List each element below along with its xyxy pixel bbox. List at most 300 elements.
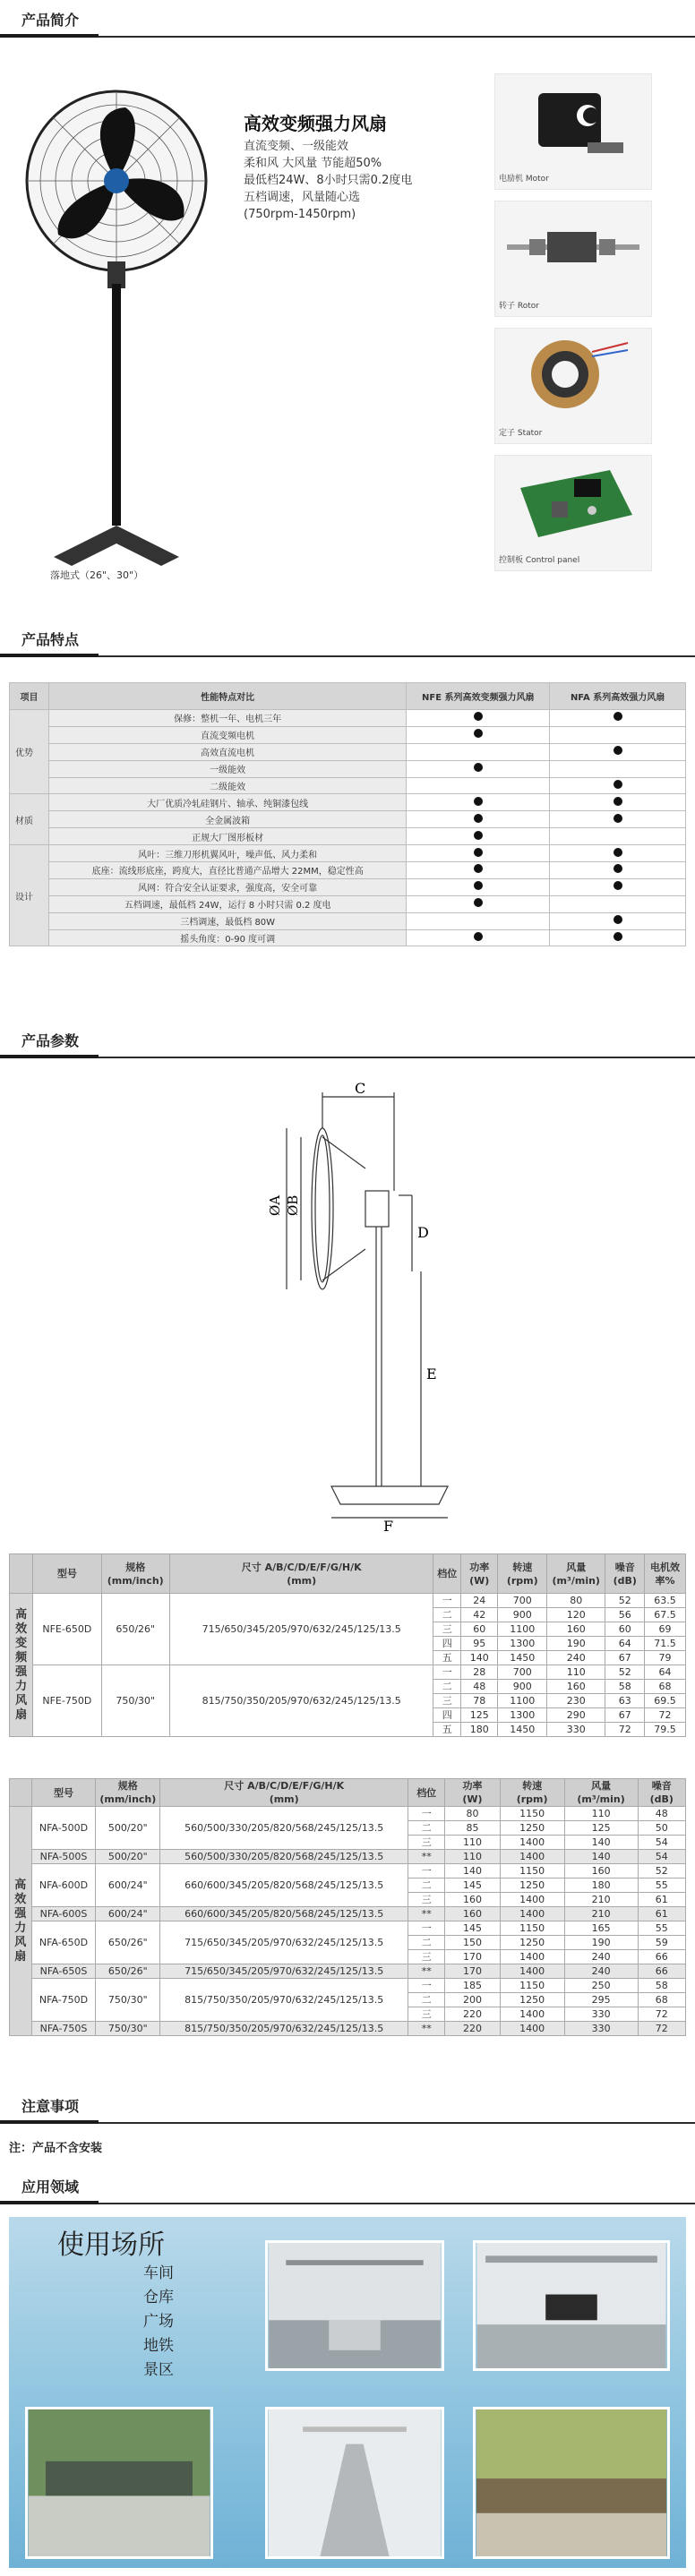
feature-row [10, 862, 686, 879]
speed-cell: 1400 [500, 2022, 564, 2036]
gear-cell: 五 [433, 1723, 461, 1737]
airflow-cell: 160 [564, 1864, 638, 1879]
feature-nfe-cell [407, 862, 550, 879]
speed-cell: 1450 [498, 1723, 547, 1737]
place-item: 景区 [143, 2361, 174, 2379]
noise-cell: 55 [638, 1921, 685, 1936]
nfe-body [10, 1594, 686, 1737]
feature-nfa-cell [550, 743, 686, 760]
efficiency-cell: 67.5 [645, 1608, 686, 1622]
airflow-cell: 140 [564, 1836, 638, 1850]
check-dot-icon [613, 746, 622, 755]
model-cell: NFA-650D [31, 1921, 96, 1964]
gear-cell: 二 [408, 1879, 445, 1893]
airflow-cell: 180 [564, 1879, 638, 1893]
airflow-cell: 110 [547, 1665, 605, 1680]
col-header [169, 1554, 433, 1594]
feature-row [10, 895, 686, 912]
feature-nfe-cell [407, 726, 550, 743]
gear-cell: 三 [408, 1950, 445, 1964]
table-group-label: 高 效 变 频 强 力 风 扇 [10, 1594, 33, 1737]
nfe-spec-table [9, 1553, 686, 1737]
feature-nfe-cell [407, 794, 550, 811]
speed-cell: 1400 [500, 1850, 564, 1864]
speed-cell: 1450 [498, 1651, 547, 1665]
section-header-intro [0, 0, 695, 38]
spec-cell: 650/26" [101, 1594, 169, 1665]
check-dot-icon [474, 763, 483, 772]
speed-cell: 1300 [498, 1637, 547, 1651]
noise-cell: 72 [638, 2022, 685, 2036]
airflow-cell: 125 [564, 1821, 638, 1836]
power-cell: 85 [445, 1821, 501, 1836]
col-header [10, 1554, 33, 1594]
efficiency-cell: 79 [645, 1651, 686, 1665]
col-header-unit: (rpm) [506, 1574, 538, 1587]
model-cell: NFA-500D [31, 1807, 96, 1850]
feature-text: 保修：整机一年、电机三年 [48, 710, 406, 727]
assembly-line-photo [473, 2240, 670, 2371]
square-photo [25, 2407, 213, 2559]
feature-text: 高效直流电机 [48, 743, 406, 760]
gear-cell: 二 [433, 1608, 461, 1622]
feature-nfe-cell [407, 878, 550, 895]
col-header-text: 功率 [469, 1561, 490, 1573]
check-dot-icon [474, 729, 483, 738]
airflow-cell: 290 [547, 1708, 605, 1723]
feature-nfe-cell [407, 777, 550, 794]
speed-cell: 700 [498, 1665, 547, 1680]
spec-cell: 750/30" [96, 1979, 160, 2022]
col-header-unit: (mm) [269, 1793, 299, 1805]
col-header-text: 转速 [522, 1780, 543, 1792]
airflow-cell: 80 [547, 1594, 605, 1608]
feature-row [10, 760, 686, 777]
nfa-spec-table [9, 1778, 686, 2036]
section-title: 应用领域 [21, 2178, 80, 2195]
speed-cell: 1400 [500, 1893, 564, 1907]
dims-cell: 715/650/345/205/970/632/245/125/13.5 [169, 1594, 433, 1665]
feature-row [10, 794, 686, 811]
spec-row [10, 2022, 686, 2036]
gear-cell: 三 [408, 1893, 445, 1907]
product-title: 高效变频强力风扇 [244, 113, 387, 134]
gear-cell: 二 [408, 1993, 445, 2007]
gear-cell: ** [408, 1850, 445, 1864]
power-cell: 200 [445, 1993, 501, 2007]
col-header-unit: (dB) [613, 1574, 637, 1587]
col-header [564, 1779, 638, 1807]
spec-cell: 500/20" [96, 1850, 160, 1864]
spec-row [10, 1979, 686, 1993]
power-cell: 95 [461, 1637, 498, 1651]
fan-caption: 落地式（26"、30"） [50, 569, 144, 581]
col-header [547, 1554, 605, 1594]
col-header-text: 尺寸 A/B/C/D/E/F/G/H/K [224, 1780, 345, 1792]
noise-cell: 64 [605, 1637, 645, 1651]
feature-nfa-cell [550, 760, 686, 777]
airflow-cell: 190 [547, 1637, 605, 1651]
noise-cell: 60 [605, 1622, 645, 1637]
feature-nfe-cell [407, 929, 550, 946]
noise-cell: 68 [638, 1993, 685, 2007]
power-cell: 28 [461, 1665, 498, 1680]
section-title: 产品参数 [21, 1032, 80, 1049]
spec-cell: 750/30" [101, 1665, 169, 1737]
part-caption: 定子 Stator [499, 429, 543, 438]
gear-cell: 三 [433, 1622, 461, 1637]
airflow-cell: 140 [564, 1850, 638, 1864]
feature-text: 一级能效 [48, 760, 406, 777]
check-dot-icon [474, 898, 483, 907]
power-cell: 80 [445, 1807, 501, 1821]
col-header-text: 风量 [591, 1780, 612, 1792]
speed-cell: 1300 [498, 1708, 547, 1723]
feature-nfa-cell [550, 726, 686, 743]
feature-row [10, 912, 686, 929]
airflow-cell: 210 [564, 1907, 638, 1921]
product-highlights [244, 138, 412, 223]
check-dot-icon [474, 881, 483, 890]
col-header [461, 1554, 498, 1594]
airflow-cell: 250 [564, 1979, 638, 1993]
place-item: 地铁 [143, 2337, 174, 2355]
airflow-cell: 330 [564, 2007, 638, 2022]
efficiency-cell: 79.5 [645, 1723, 686, 1737]
highlight-line: 最低档24W、8小时只需0.2度电 [244, 174, 413, 187]
check-dot-icon [613, 864, 622, 873]
feature-text: 二级能效 [48, 777, 406, 794]
feature-nfa-cell [550, 828, 686, 845]
feature-nfa-cell [550, 878, 686, 895]
feature-text: 风叶：三维刀形机翼风叶，噪声低、风力柔和 [48, 845, 406, 862]
noise-cell: 54 [638, 1850, 685, 1864]
feature-nfa-cell [550, 862, 686, 879]
col-header: 型号 [31, 1779, 96, 1807]
spec-cell: 600/24" [96, 1864, 160, 1907]
spec-row [10, 1964, 686, 1979]
noise-cell: 56 [605, 1608, 645, 1622]
highlight-line: 柔和风 大风量 节能超50% [244, 157, 382, 170]
airflow-cell: 110 [564, 1807, 638, 1821]
feature-nfa-cell [550, 895, 686, 912]
section-title: 产品特点 [21, 631, 80, 648]
place-item: 广场 [143, 2313, 174, 2331]
gear-cell: 一 [408, 1921, 445, 1936]
speed-cell: 1250 [500, 1993, 564, 2007]
airflow-cell: 240 [564, 1950, 638, 1964]
feature-row [10, 845, 686, 862]
col-header-unit: (dB) [649, 1793, 674, 1805]
features-section [0, 620, 695, 1014]
power-cell: 160 [445, 1893, 501, 1907]
part-stator [494, 328, 652, 444]
model-cell: NFA-600D [31, 1864, 96, 1907]
workshop-photo [265, 2240, 444, 2371]
section-header-application [0, 2167, 695, 2204]
place-item: 车间 [143, 2264, 174, 2282]
col-header: 电机效率% [645, 1554, 686, 1594]
table-group-label: 高 效 强 力 风 扇 [10, 1807, 32, 2036]
speed-cell: 1400 [500, 1950, 564, 1964]
feature-nfa-cell [550, 929, 686, 946]
feature-nfa-cell [550, 710, 686, 727]
efficiency-cell: 69 [645, 1622, 686, 1637]
gear-cell: 一 [408, 1979, 445, 1993]
feature-nfa-cell [550, 845, 686, 862]
application-places [143, 2262, 174, 2383]
feature-nfe-cell [407, 710, 550, 727]
power-cell: 170 [445, 1950, 501, 1964]
check-dot-icon [613, 712, 622, 721]
feature-row [10, 878, 686, 895]
col-header-text: 尺寸 A/B/C/D/E/F/G/H/K [241, 1561, 362, 1573]
power-cell: 125 [461, 1708, 498, 1723]
efficiency-cell: 64 [645, 1665, 686, 1680]
gear-cell: 三 [408, 2007, 445, 2022]
section-divider [0, 2203, 695, 2204]
highlight-line: (750rpm-1450rpm) [244, 208, 356, 221]
power-cell: 24 [461, 1594, 498, 1608]
section-title: 产品简介 [21, 12, 80, 29]
airflow-cell: 330 [547, 1723, 605, 1737]
product-intro [0, 38, 695, 611]
noise-cell: 66 [638, 1950, 685, 1964]
col-header-text: 规格 [125, 1561, 146, 1573]
speed-cell: 1400 [500, 1964, 564, 1979]
noise-cell: 52 [605, 1665, 645, 1680]
features-body [10, 710, 686, 946]
part-caption: 控制板 Control panel [499, 556, 580, 565]
application-section [0, 2167, 695, 2576]
check-dot-icon [613, 848, 622, 857]
dim-label: F [383, 1518, 394, 1535]
power-cell: 150 [445, 1936, 501, 1950]
col-header-unit: (W) [469, 1574, 490, 1587]
spec-cell: 650/26" [96, 1964, 160, 1979]
gear-cell: 二 [433, 1680, 461, 1694]
dims-cell: 660/600/345/205/820/568/245/125/13.5 [160, 1864, 408, 1907]
model-cell: NFA-750S [31, 2022, 96, 2036]
airflow-cell: 230 [547, 1694, 605, 1708]
gear-cell: ** [408, 1964, 445, 1979]
dims-cell: 715/650/345/205/970/632/245/125/13.5 [160, 1964, 408, 1979]
params-section [0, 1021, 695, 1535]
gear-cell: 一 [408, 1864, 445, 1879]
check-dot-icon [474, 848, 483, 857]
col-header-unit: (rpm) [516, 1793, 548, 1805]
spec-row [10, 1850, 686, 1864]
col-header: 项目 [10, 683, 49, 710]
check-dot-icon [613, 797, 622, 806]
section-header-params [0, 1021, 695, 1058]
part-caption: 电励机 Motor [499, 175, 549, 184]
spec-row [10, 1594, 686, 1608]
col-header-unit: (mm/inch) [107, 1574, 164, 1587]
model-cell: NFA-750D [31, 1979, 96, 2022]
col-header [10, 1779, 32, 1807]
col-header: 性能特点对比 [48, 683, 406, 710]
col-header [605, 1554, 645, 1594]
check-dot-icon [474, 831, 483, 840]
feature-group: 材质 [10, 794, 49, 845]
dimension-diagram [267, 1080, 502, 1535]
feature-group: 设计 [10, 845, 49, 946]
speed-cell: 1400 [500, 1836, 564, 1850]
features-table [9, 682, 686, 946]
gear-cell: 一 [433, 1594, 461, 1608]
section-title: 注意事项 [21, 2098, 80, 2115]
spec-row [10, 1864, 686, 1879]
part-control-panel [494, 455, 652, 571]
speed-cell: 1150 [500, 1921, 564, 1936]
feature-nfa-cell [550, 794, 686, 811]
airflow-cell: 160 [547, 1622, 605, 1637]
noise-cell: 55 [638, 1879, 685, 1893]
model-cell: NFA-500S [31, 1850, 96, 1864]
feature-row [10, 828, 686, 845]
efficiency-cell: 69.5 [645, 1694, 686, 1708]
col-header-unit: (m³/min) [552, 1574, 600, 1587]
col-header [638, 1779, 685, 1807]
check-dot-icon [474, 932, 483, 941]
noise-cell: 61 [638, 1907, 685, 1921]
power-cell: 140 [461, 1651, 498, 1665]
gear-cell: 三 [433, 1694, 461, 1708]
col-header-unit: (mm) [287, 1574, 317, 1587]
speed-cell: 1100 [498, 1694, 547, 1708]
spec-cell: 500/20" [96, 1807, 160, 1850]
check-dot-icon [474, 864, 483, 873]
check-dot-icon [613, 881, 622, 890]
airflow-cell: 190 [564, 1936, 638, 1950]
dims-cell: 660/600/345/205/820/568/245/125/13.5 [160, 1907, 408, 1921]
feature-text: 全金属波箱 [48, 811, 406, 828]
spec-row [10, 1807, 686, 1821]
model-cell: NFE-650D [33, 1594, 101, 1665]
rotor-image [502, 207, 644, 287]
speed-cell: 1100 [498, 1622, 547, 1637]
airflow-cell: 160 [547, 1680, 605, 1694]
gear-cell: 二 [408, 1821, 445, 1836]
noise-cell: 50 [638, 1821, 685, 1836]
feature-row [10, 743, 686, 760]
col-header [160, 1779, 408, 1807]
gear-cell: ** [408, 2022, 445, 2036]
dims-cell: 815/750/350/205/970/632/245/125/13.5 [160, 1979, 408, 2022]
gear-cell: 一 [408, 1807, 445, 1821]
gear-cell: 二 [408, 1936, 445, 1950]
noise-cell: 58 [605, 1680, 645, 1694]
col-header: 档位 [433, 1554, 461, 1594]
gear-cell: 一 [433, 1665, 461, 1680]
dims-cell: 815/750/350/205/970/632/245/125/13.5 [169, 1665, 433, 1737]
col-header-text: 噪音 [651, 1780, 672, 1792]
feature-row [10, 811, 686, 828]
col-header-text: 噪音 [614, 1561, 635, 1573]
efficiency-cell: 63.5 [645, 1594, 686, 1608]
power-cell: 48 [461, 1680, 498, 1694]
spec-cell: 750/30" [96, 2022, 160, 2036]
power-cell: 42 [461, 1608, 498, 1622]
noise-cell: 61 [638, 1893, 685, 1907]
feature-text: 大厂优质冷轧硅钢片、轴承、纯铜漆包线 [48, 794, 406, 811]
col-header: 档位 [408, 1779, 445, 1807]
noise-cell: 67 [605, 1708, 645, 1723]
noise-cell: 72 [638, 2007, 685, 2022]
check-dot-icon [613, 780, 622, 789]
feature-text: 风网：符合安全认证要求，强度高，安全可靠 [48, 878, 406, 895]
section-divider [0, 2122, 695, 2124]
gear-cell: ** [408, 1907, 445, 1921]
col-header: 型号 [33, 1554, 101, 1594]
speed-cell: 900 [498, 1608, 547, 1622]
power-cell: 220 [445, 2007, 501, 2022]
check-dot-icon [613, 932, 622, 941]
col-header [445, 1779, 501, 1807]
notes-section [0, 2086, 695, 2158]
nfa-body [10, 1807, 686, 2036]
dim-label: D [417, 1224, 429, 1241]
airflow-cell: 330 [564, 2022, 638, 2036]
col-header-text: 转速 [512, 1561, 533, 1573]
feature-nfe-cell [407, 828, 550, 845]
power-cell: 145 [445, 1921, 501, 1936]
feature-text: 底座：流线形底座，跨度大，直径比普通产品增大 22MM，稳定性高 [48, 862, 406, 879]
noise-cell: 52 [605, 1594, 645, 1608]
feature-text: 三档调速，最低档 80W [48, 912, 406, 929]
feature-row [10, 777, 686, 794]
dim-label: C [355, 1080, 366, 1097]
feature-nfa-cell [550, 811, 686, 828]
speed-cell: 1250 [500, 1936, 564, 1950]
airflow-cell: 240 [547, 1651, 605, 1665]
feature-nfa-cell [550, 912, 686, 929]
check-dot-icon [613, 915, 622, 924]
speed-cell: 1150 [500, 1979, 564, 1993]
col-header-text: 规格 [117, 1780, 138, 1792]
feature-nfa-cell [550, 777, 686, 794]
subway-photo [265, 2407, 444, 2559]
note-text: 注：产品不含安装 [9, 2142, 103, 2155]
gear-cell: 三 [408, 1836, 445, 1850]
power-cell: 78 [461, 1694, 498, 1708]
gear-cell: 四 [433, 1637, 461, 1651]
noise-cell: 72 [605, 1723, 645, 1737]
check-dot-icon [474, 712, 483, 721]
power-cell: 185 [445, 1979, 501, 1993]
col-header: NFE 系列高效变频强力风扇 [407, 683, 550, 710]
model-cell: NFA-650S [31, 1964, 96, 1979]
feature-nfe-cell [407, 743, 550, 760]
feature-text: 正规大厂图形板材 [48, 828, 406, 845]
motor-image [502, 80, 644, 160]
dim-label: ØB [285, 1194, 301, 1216]
col-header [498, 1554, 547, 1594]
spec-cell: 650/26" [96, 1921, 160, 1964]
noise-cell: 63 [605, 1694, 645, 1708]
part-motor [494, 73, 652, 190]
feature-row [10, 929, 686, 946]
airflow-cell: 210 [564, 1893, 638, 1907]
noise-cell: 58 [638, 1979, 685, 1993]
speed-cell: 1400 [500, 2007, 564, 2022]
section-header-notes [0, 2086, 695, 2124]
col-header [101, 1554, 169, 1594]
power-cell: 60 [461, 1622, 498, 1637]
model-cell: NFA-600S [31, 1907, 96, 1921]
noise-cell: 67 [605, 1651, 645, 1665]
